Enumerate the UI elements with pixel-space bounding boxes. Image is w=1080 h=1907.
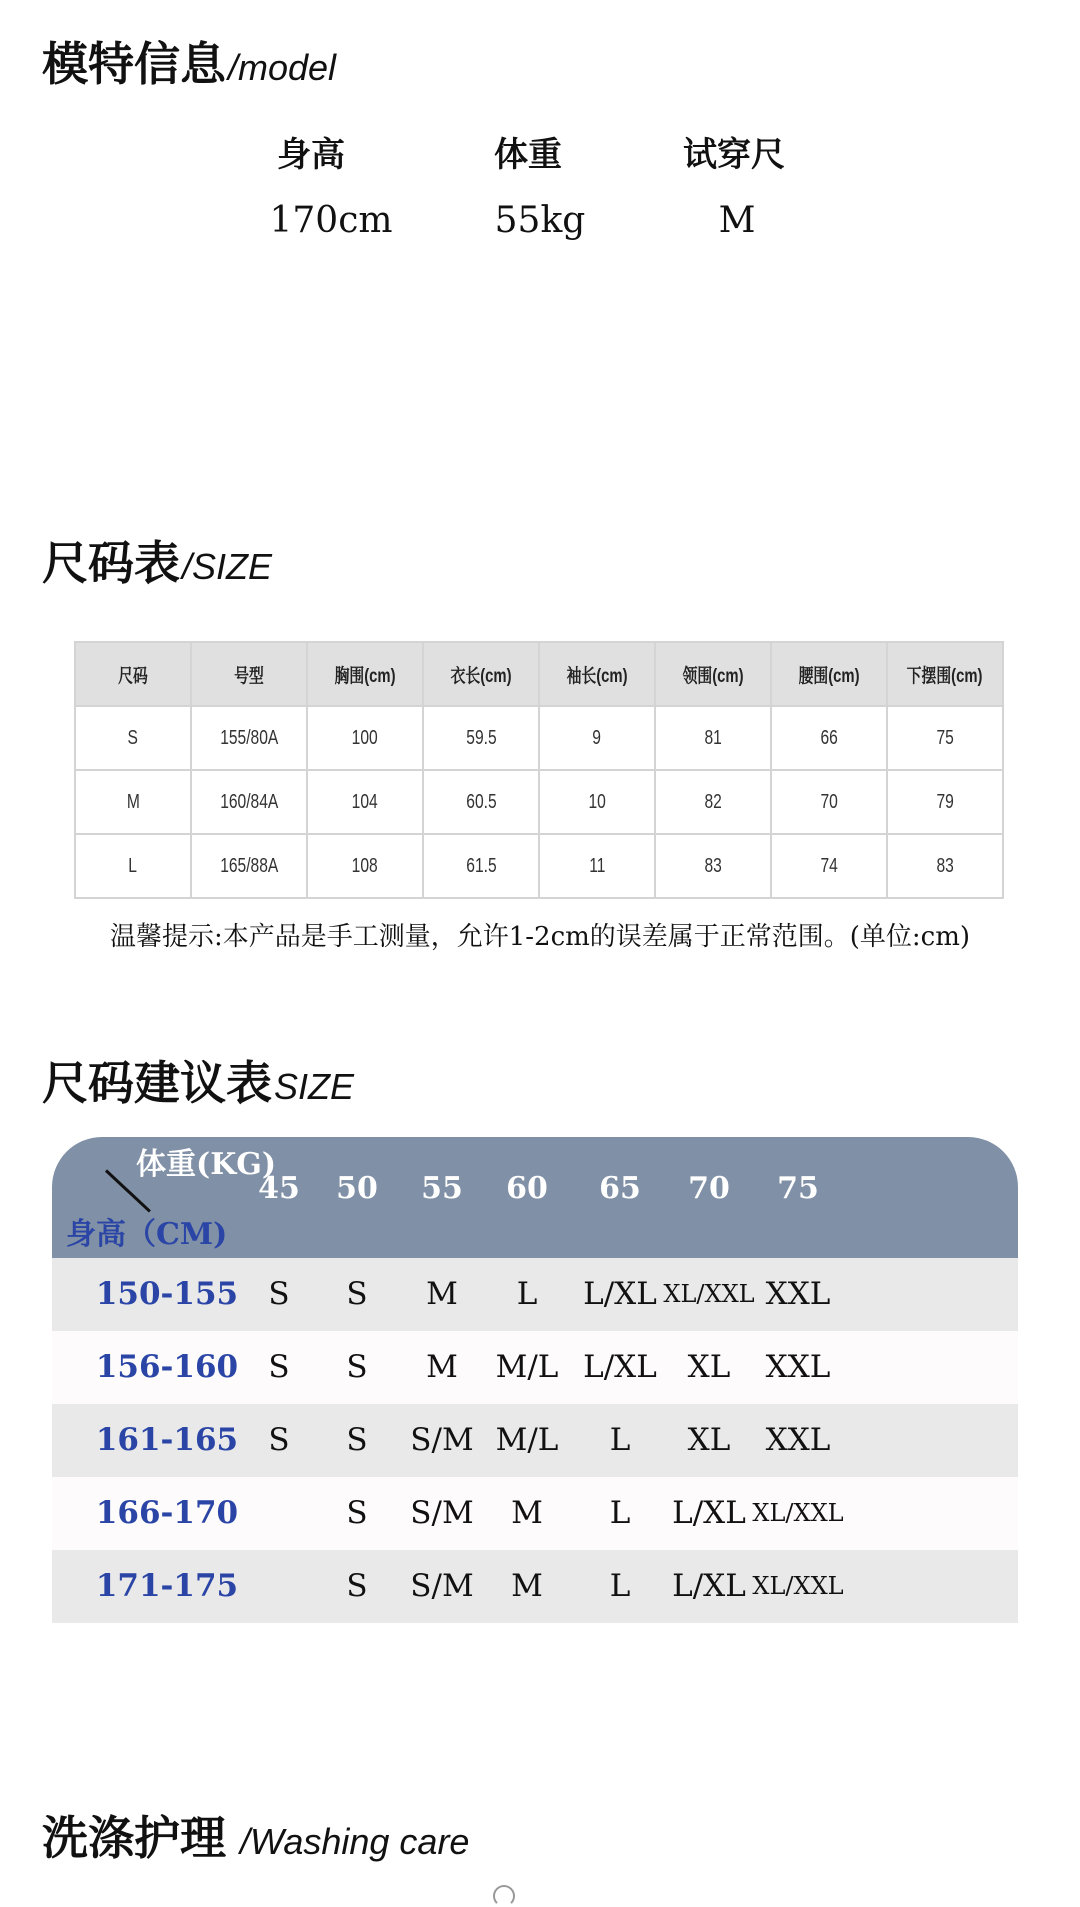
size-chart-cell-text: 83 — [936, 854, 954, 877]
weight-column-header: 50 — [336, 1171, 378, 1206]
recommended-size-cell: L/XL — [583, 1349, 657, 1385]
size-chart-cell-text: M — [126, 790, 140, 813]
table-row — [52, 1331, 1018, 1404]
size-chart-cell-text: 82 — [704, 790, 722, 813]
size-chart-cell — [655, 834, 771, 898]
size-chart-cell — [887, 770, 1003, 834]
size-chart-header-text: 袖长(cm) — [566, 665, 628, 687]
size-chart-table — [74, 641, 1004, 899]
recommended-size-cell: XL — [687, 1422, 731, 1458]
size-chart-header-cell — [191, 642, 307, 706]
model-title: 模特信息 — [42, 37, 226, 91]
size-chart-header-row — [75, 642, 1003, 706]
size-chart-cell-text: 104 — [351, 790, 379, 813]
recommended-size-cell: L/XL — [672, 1568, 746, 1604]
size-chart-cell — [655, 770, 771, 834]
recommendation-title: 尺码建议表 — [42, 1056, 272, 1110]
size-chart-header-cell — [423, 642, 539, 706]
size-chart-cell — [307, 770, 423, 834]
size-chart-cell — [771, 770, 887, 834]
weight-column-header: 60 — [506, 1171, 548, 1206]
size-chart-cell — [539, 706, 655, 770]
recommended-size-cell: L — [609, 1495, 631, 1531]
table-row — [52, 1404, 1018, 1477]
size-chart-cell — [771, 706, 887, 770]
size-chart-cell-text: 11 — [588, 854, 606, 877]
size-chart-header-text: 下摆围(cm) — [907, 665, 983, 687]
size-chart-cell — [75, 706, 191, 770]
washing-title: 洗涤护理 — [42, 1811, 226, 1865]
corner-height-label: 身高（CM) — [66, 1217, 228, 1252]
size-chart-header-text: 衣长(cm) — [450, 665, 512, 687]
size-chart-cell-text: 155/80A — [219, 726, 279, 749]
table-row — [75, 834, 1003, 898]
size-chart-title-en: /SIZE — [182, 546, 273, 587]
height-range-label: 150-155 — [95, 1276, 239, 1312]
weight-column-header: 70 — [688, 1171, 730, 1206]
table-row — [52, 1550, 1018, 1623]
size-chart-cell-text: 70 — [820, 790, 838, 813]
size-chart-cell-text: 165/88A — [219, 854, 279, 877]
size-recommendation-table — [52, 1137, 1018, 1627]
recommended-size-cell: S — [346, 1495, 368, 1531]
size-chart-cell-text: 108 — [351, 854, 379, 877]
recommendation-section-title — [42, 1047, 354, 1113]
recommended-size-cell: S/M — [410, 1422, 474, 1458]
size-chart-cell — [539, 770, 655, 834]
recommended-size-cell: S/M — [410, 1495, 474, 1531]
size-chart-section-title — [42, 527, 272, 593]
recommended-size-cell: S — [268, 1422, 290, 1458]
recommended-size-cell: S — [346, 1422, 368, 1458]
table-row — [75, 770, 1003, 834]
model-label-height: 身高 — [277, 135, 345, 175]
size-chart-header-text: 腰围(cm) — [798, 665, 860, 687]
weight-column-header: 65 — [599, 1171, 641, 1206]
recommended-size-cell: XXL — [765, 1276, 831, 1312]
recommended-size-cell: XL/XXL — [663, 1280, 755, 1308]
size-chart-header-text: 号型 — [234, 665, 264, 687]
recommended-size-cell: XL — [687, 1349, 731, 1385]
size-chart-cell — [887, 834, 1003, 898]
recommended-size-cell: M — [511, 1568, 543, 1604]
size-chart-cell-text: L — [128, 854, 138, 877]
size-chart-cell-text: 10 — [588, 790, 606, 813]
recommended-size-cell: S — [268, 1276, 290, 1312]
recommended-size-cell: XL/XXL — [752, 1499, 844, 1527]
size-chart-cell-text: S — [127, 726, 139, 749]
size-chart-cell — [771, 834, 887, 898]
size-chart-header-text: 领围(cm) — [682, 665, 744, 687]
recommended-size-cell: S — [346, 1568, 368, 1604]
size-chart-cell-text: 9 — [592, 726, 602, 749]
table-row — [52, 1258, 1018, 1331]
model-title-en: /model — [228, 47, 337, 88]
model-label-weight: 体重 — [494, 135, 562, 175]
size-chart-cell-text: 160/84A — [219, 790, 279, 813]
size-chart-cell-text: 81 — [704, 726, 722, 749]
model-value-trysize: M — [718, 200, 756, 241]
table-divider — [74, 897, 1004, 899]
corner-weight-label: 体重(KG) — [136, 1147, 277, 1182]
size-chart-cell — [539, 834, 655, 898]
size-chart-header-cell — [771, 642, 887, 706]
size-chart-cell — [307, 834, 423, 898]
height-range-label: 156-160 — [95, 1349, 239, 1385]
recommended-size-cell: L — [609, 1422, 631, 1458]
size-chart-cell — [423, 834, 539, 898]
recommended-size-cell: XXL — [765, 1422, 831, 1458]
recommended-size-cell: S — [346, 1276, 368, 1312]
recommended-size-cell: S — [346, 1349, 368, 1385]
size-chart-cell-text: 79 — [936, 790, 954, 813]
size-chart-cell — [307, 706, 423, 770]
loading-spinner-icon — [493, 1885, 515, 1907]
size-chart-header-cell — [75, 642, 191, 706]
recommended-size-cell: S/M — [410, 1568, 474, 1604]
size-chart-cell — [75, 834, 191, 898]
model-value-weight: 55kg — [494, 200, 586, 241]
size-chart-cell — [423, 706, 539, 770]
size-chart-title: 尺码表 — [42, 536, 180, 590]
size-chart-cell — [75, 770, 191, 834]
size-chart-cell-text: 60.5 — [465, 790, 497, 813]
recommendation-header — [52, 1137, 1018, 1258]
recommended-size-cell: L/XL — [672, 1495, 746, 1531]
height-range-label: 171-175 — [95, 1568, 239, 1604]
recommended-size-cell: M — [426, 1276, 458, 1312]
size-chart-cell-text: 61.5 — [465, 854, 497, 877]
recommended-size-cell: M/L — [495, 1349, 559, 1385]
size-chart-cell — [655, 706, 771, 770]
recommended-size-cell: M — [511, 1495, 543, 1531]
size-chart-cell-text: 83 — [704, 854, 722, 877]
recommended-size-cell: XXL — [765, 1349, 831, 1385]
table-row — [52, 1477, 1018, 1550]
size-chart-header-text: 胸围(cm) — [334, 665, 396, 687]
recommended-size-cell: M/L — [495, 1422, 559, 1458]
height-range-label: 161-165 — [95, 1422, 239, 1458]
size-chart-tip: 温馨提示:本产品是手工测量，允许1-2cm的误差属于正常范围。(单位:cm) — [109, 922, 971, 952]
size-chart-header-cell — [887, 642, 1003, 706]
size-chart-header-cell — [655, 642, 771, 706]
size-chart-cell — [887, 706, 1003, 770]
size-chart-header-cell — [539, 642, 655, 706]
recommended-size-cell: L — [609, 1568, 631, 1604]
recommendation-title-en: SIZE — [274, 1066, 355, 1107]
recommended-size-cell: L — [516, 1276, 538, 1312]
recommended-size-cell: L/XL — [583, 1276, 657, 1312]
size-chart-cell — [191, 770, 307, 834]
washing-section-title — [42, 1802, 469, 1868]
size-chart-cell — [191, 706, 307, 770]
recommended-size-cell: XL/XXL — [752, 1572, 844, 1600]
size-chart-cell-text: 75 — [936, 726, 954, 749]
size-chart-cell — [191, 834, 307, 898]
size-chart-cell-text: 66 — [820, 726, 838, 749]
size-chart-cell-text: 59.5 — [465, 726, 497, 749]
weight-column-header: 55 — [421, 1171, 463, 1206]
model-section-title — [42, 28, 336, 94]
table-row — [75, 706, 1003, 770]
height-range-label: 166-170 — [95, 1495, 239, 1531]
model-label-trysize: 试穿尺 — [683, 135, 785, 175]
weight-column-header: 45 — [258, 1171, 300, 1206]
size-chart-header-text: 尺码 — [118, 665, 148, 687]
weight-column-header: 75 — [777, 1171, 819, 1206]
size-chart-header-cell — [307, 642, 423, 706]
size-chart-cell — [423, 770, 539, 834]
size-chart-cell-text: 74 — [820, 854, 838, 877]
recommended-size-cell: M — [426, 1349, 458, 1385]
recommended-size-cell: S — [268, 1349, 290, 1385]
model-value-height: 170cm — [269, 200, 393, 241]
washing-title-en: /Washing care — [240, 1821, 470, 1862]
size-chart-cell-text: 100 — [351, 726, 379, 749]
